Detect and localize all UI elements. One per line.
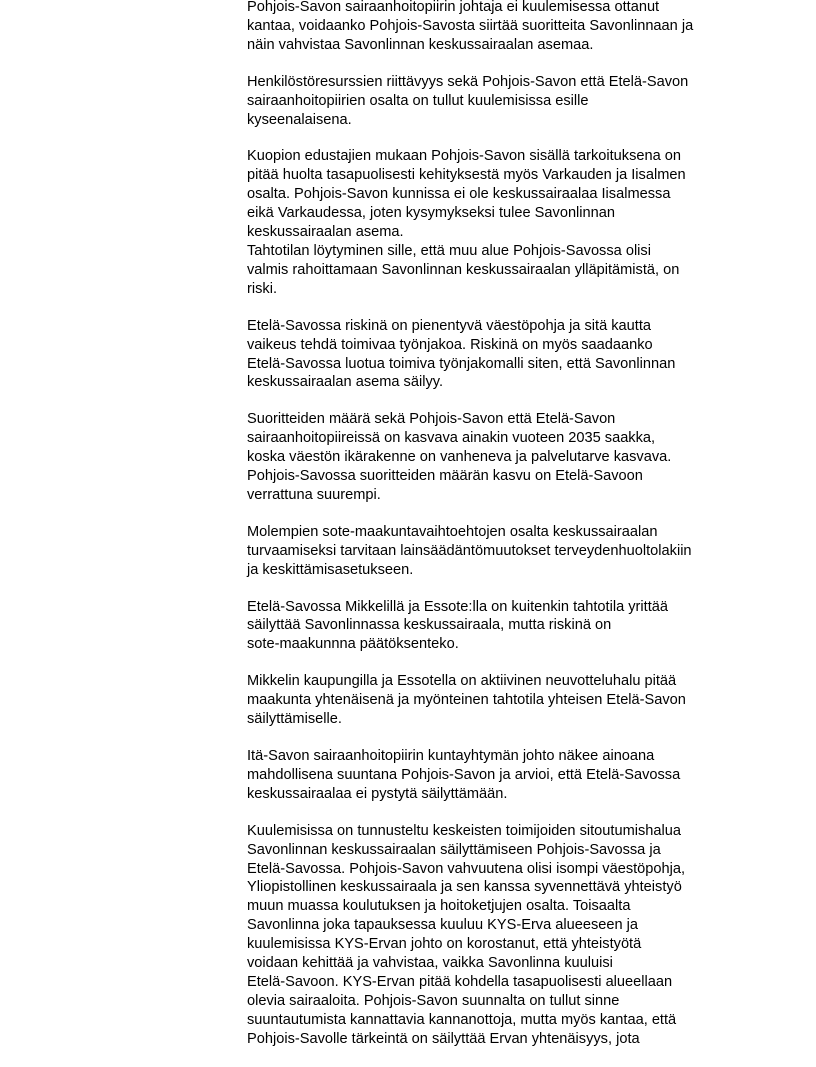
text-line: sairaanhoitopiireissä on kasvava ainakin vuoteen 2035 saakka,: [247, 430, 656, 447]
paragraph: [247, 147, 747, 298]
paragraph: [247, 73, 747, 130]
text-line: Molempien sote-maakuntavaihtoehtojen osalta keskussairaalan: [247, 523, 658, 540]
text-line: keskussairaalaa ei pystytä säilyttämään.: [247, 785, 508, 802]
text-line: muun muassa koulutuksen ja hoitoketjujen osalta. Toisaalta: [247, 898, 631, 915]
text-line: riski.: [247, 280, 277, 297]
text-column: [247, 0, 747, 1067]
paragraph: [247, 598, 747, 655]
text-line: turvaamiseksi tarvitaan lainsäädäntömuutokset terveydenhuoltolakiin: [247, 542, 692, 559]
text-line: Etelä-Savossa riskinä on pienentyvä väestöpohja ja sitä kautta: [247, 317, 652, 334]
text-line: sote-maakunnna päätöksenteko.: [247, 636, 459, 653]
text-line: säilyttämiselle.: [247, 711, 342, 728]
text-line: valmis rahoittamaan Savonlinnan keskussairaalan ylläpitämistä, on: [247, 261, 680, 278]
text-line: pitää huolta tasapuolisesti kehityksestä myös Varkauden ja Iisalmen: [247, 167, 686, 184]
text-line: osalta. Pohjois-Savon kunnissa ei ole keskussairaalaa Iisalmessa: [247, 186, 671, 203]
text-line: koska väestön ikärakenne on vanheneva ja palvelutarve kasvava.: [247, 449, 672, 466]
paragraph: [247, 523, 747, 580]
text-line: keskussairaalan asema säilyy.: [247, 374, 444, 391]
text-line: Itä-Savon sairaanhoitopiirin kuntayhtymän johto näkee ainoana: [247, 748, 655, 764]
text-line: sairaanhoitopiirien osalta on tullut kuulemisissa esille: [247, 92, 589, 109]
text-line: keskussairaalan asema.: [247, 224, 404, 241]
text-line: Kuulemisissa on tunnusteltu keskeisten toimijoiden sitoutumishalua: [247, 822, 681, 839]
text-line: Kuopion edustajien mukaan Pohjois-Savon sisällä tarkoituksena on: [247, 148, 682, 165]
text-line: Etelä-Savossa Mikkelillä ja Essote:lla on kuitenkin tahtotila yrittää: [247, 598, 668, 615]
text-line: Pohjois-Savolle tärkeintä on säilyttää Ervan yhtenäisyys, jota: [247, 1030, 640, 1047]
text-line: Mikkelin kaupungilla ja Essotella on aktiivinen neuvotteluhalu pitää: [247, 673, 677, 690]
text-line: suuntautumista kannattavia kannanottoja, mutta myös kantaa, että: [247, 1011, 677, 1028]
text-line: kuulemisissa KYS-Ervan johto on korostanut, että yhteistyötä: [247, 936, 642, 953]
text-line: Pohjois-Savossa suoritteiden määrän kasvu on Etelä-Savoon: [247, 468, 643, 485]
text-line: näin vahvistaa Savonlinnan keskussairaalan asemaa.: [247, 36, 594, 53]
text-line: Yliopistollinen keskussairaala ja sen kanssa syvennettävä yhteistyö: [247, 879, 682, 896]
text-line: kantaa, voidaanko Pohjois-Savosta siirtää suoritteita Savonlinnaan ja: [247, 17, 694, 34]
text-line: Savonlinnan keskussairaalan säilyttämiseen Pohjois-Savossa ja: [247, 841, 661, 858]
text-line: maakunta yhtenäisenä ja myönteinen tahtotila yhteisen Etelä-Savon: [247, 692, 686, 709]
text-line: Savonlinna joka tapauksessa kuuluu KYS-Erva alueeseen ja: [247, 917, 639, 934]
paragraph: [247, 672, 747, 729]
paragraph: [247, 747, 747, 804]
text-line: Suoritteiden määrä sekä Pohjois-Savon että Etelä-Savon: [247, 411, 616, 428]
text-line: ja keskittämisasetukseen.: [247, 561, 414, 578]
text-line: Etelä-Savossa. Pohjois-Savon vahvuutena olisi isompi väestöpohja,: [247, 860, 686, 877]
text-line: olevia sairaaloita. Pohjois-Savon suunnalta on tullut sinne: [247, 992, 620, 1009]
text-line: Henkilöstöresurssien riittävyys sekä Pohjois-Savon että Etelä-Savon: [247, 73, 689, 90]
text-line: Pohjois-Savon sairaanhoitopiirin johtaja ei kuulemisessa ottanut: [247, 0, 660, 15]
text-line: verrattuna suurempi.: [247, 486, 381, 503]
paragraph: [247, 317, 747, 393]
paragraph: [247, 410, 747, 505]
paragraph: [247, 822, 747, 1049]
text-line: eikä Varkaudessa, joten kysymykseksi tulee Savonlinnan: [247, 205, 616, 222]
text-line: vaikeus tehdä toimivaa työnjakoa. Riskinä on myös saadaanko: [247, 336, 653, 353]
text-line: kyseenalaisena.: [247, 111, 352, 128]
paragraph: [247, 0, 747, 55]
text-line: Etelä-Savossa luotua toimiva työnjakomalli siten, että Savonlinnan: [247, 355, 676, 372]
text-line: voidaan kehittää ja vahvistaa, vaikka Savonlinna kuuluisi: [247, 955, 613, 972]
text-line: Tahtotilan löytyminen sille, että muu alue Pohjois-Savossa olisi: [247, 242, 651, 259]
text-line: mahdollisena suuntana Pohjois-Savon ja arvioi, että Etelä-Savossa: [247, 766, 681, 783]
text-line: säilyttää Savonlinnassa keskussairaala, mutta riskinä on: [247, 617, 612, 634]
text-line: Etelä-Savoon. KYS-Ervan pitää kohdella tasapuolisesti alueellaan: [247, 973, 673, 990]
